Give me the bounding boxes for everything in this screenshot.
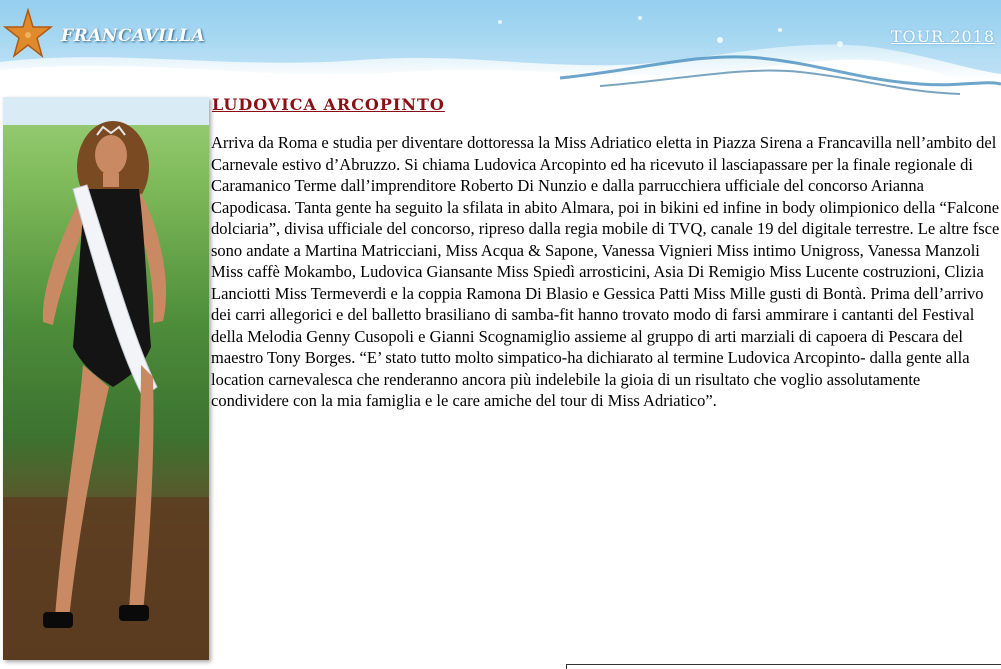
bottom-divider	[566, 664, 1001, 669]
article-body: Arriva da Roma e studia per diventare dottoressa la Miss Adriatico eletta in Piazza Sirena a Francavilla nell’ambito del Carnevale estivo d’Abruzzo. Si chiama Ludovica Arcopinto ed ha ricevuto il lasciapassare per la finale regionale di Caramanico Terme dall’imprenditore Roberto Di Nunzio e dalla parrucchiera ufficiale del concorso Arianna Capodicasa. Tanta gente ha seguito la sfilata in abito Almara, poi in bikini ed infine in body olimpionico della “Falcone dolciaria”, divisa ufficiale del concorso, ripreso dalla regia mobile di TVQ, canale 19 del digitale terrestre. Le altre fsce sono andate a Martina Matricciani, Miss Acqua & Sapone, Vanessa Vignieri Miss intimo Unigross, Vanessa Manzoli Miss caffè Mokambo, Ludovica Giansante Miss Spiedì arrosticini, Asia Di Remigio Miss Lucente costruzioni, Clizia Lanciotti Miss Termeverdi e la coppia Ramona Di Blasio e Gessica Patti Miss Mille gusti di Bontà. Prima dell’arrivo dei carri allegorici e del balletto brasiliano di samba-fit hanno trovato modo di farsi ammirare i cantanti del Festival della Melodia Genny Cusopoli e Gianni Scognamiglio assieme al gruppo di arti marziali di capoera di Pescara del maestro Tony Borges. “E’ stato tutto molto simpatico-ha dichiarato al termine Ludovica Arcopinto- dalla gente alla location carnevalesca che renderanno ancora più indelebile la gioia di un risultato che voglio assolutamente condividere con la mia famiglia e le care amiche del tour di Miss Adriatico”.	[211, 133, 1000, 410]
article-title: LUDOVICA ARCOPINTO	[212, 95, 445, 114]
tour-2018-link[interactable]: TOUR 2018	[890, 27, 995, 46]
header-banner	[0, 0, 1001, 100]
miss-adriatico-photo	[3, 97, 209, 660]
brand-title: FRANCAVILLA	[61, 26, 206, 46]
water-splash-graphic	[0, 0, 1001, 100]
starfish-icon	[2, 8, 54, 60]
